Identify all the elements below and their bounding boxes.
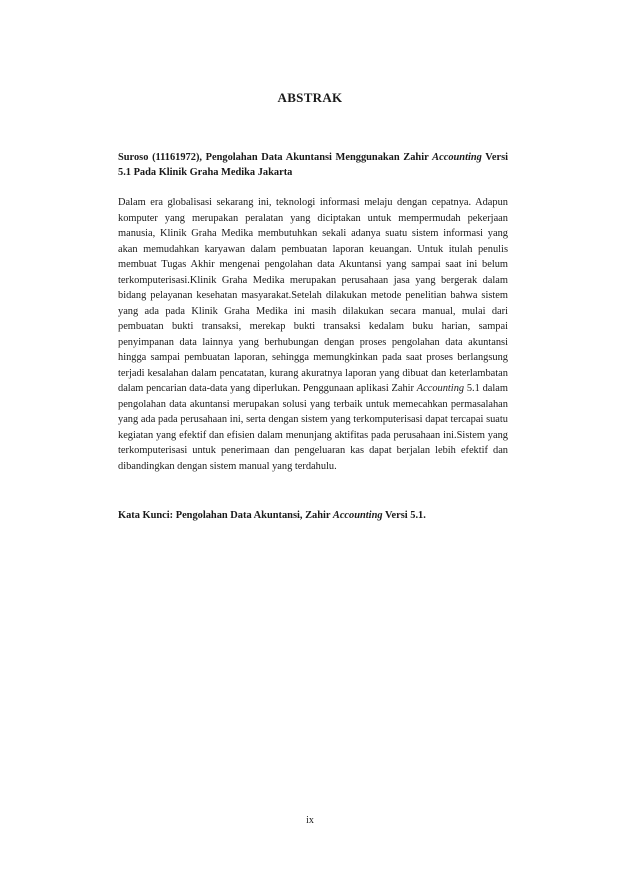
abstract-text: Dalam era globalisasi sekarang ini, teknologi informasi melaju dengan cepatnya. Adapun komputer yang merupakan peralatan yang diciptakan untuk mempermudah pekerjaan manusia, Klinik Graha Medika membutuhkan sekali adanya suatu sistem informasi yang akan memudahkan karyawan dalam pembuatan laporan keuangan. Untuk itulah penulis membuat Tugas Akhir mengenai pengolahan data Akuntansi yang sampai saat ini belum terkomputerisasi.Klinik Graha Medika merupakan perusahaan jasa yang bergerak dalam bidang pelayanan kesehatan masyarakat.Setelah dilakukan metode penelitian bahwa sistem yang ada pada Klinik Graha Medika ini masih dilakukan secara manual, mulai dari pembuatan bukti transaksi, merekap bukti transaksi kedalam buku harian, sampai penyimpanan data lainnya yang berhubungan dengan proses pengolahan data akuntansi hingga sampai pembuatan laporan, sehingga memungkinkan pada saat proses berlangsung terjadi kesalahan dalam pencatatan, kurang akuratnya laporan yang dibuat dan keterlambatan dalam pencarian data-data yang diperlukan. Penggunaan aplikasi Zahir [118, 197, 508, 394]
keywords-text: Kata Kunci: Pengolahan Data Akuntansi, Zahir [118, 510, 333, 521]
abstract-italic: Accounting [416, 383, 465, 394]
abstract-paragraph [118, 195, 508, 474]
author-title-line [118, 150, 508, 180]
abstract-text-end: 5.1 dalam pengolahan data akuntansi merupakan solusi yang terbaik untuk memecahkan permasalahan yang ada pada perusahaan ini, serta dengan sistem yang terkomputerisasi dapat tercapai suatu kegiatan yang efektif dan efisien dalam menunjang aktifitas pada perusahaan ini.Sistem yang terkomputerisasi untuk penerimaan dan pengeluaran kas dapat berjalan lebih efektif dan dibandingkan dengan sistem manual yang terdahulu. [118, 383, 508, 472]
author-title-italic: Accounting [432, 152, 482, 163]
page-title: ABSTRAK [277, 90, 343, 105]
page-number: ix [306, 815, 314, 826]
keywords-italic: Accounting [332, 510, 383, 521]
keywords-text-end: Versi 5.1. [382, 510, 426, 521]
author-title-text: Suroso (11161972), Pengolahan Data Akuntansi Menggunakan Zahir [118, 152, 433, 163]
keywords-line [118, 510, 508, 521]
author-title-text-end: Versi 5.1 Pada Klinik Graha Medika Jakarta [118, 152, 508, 178]
